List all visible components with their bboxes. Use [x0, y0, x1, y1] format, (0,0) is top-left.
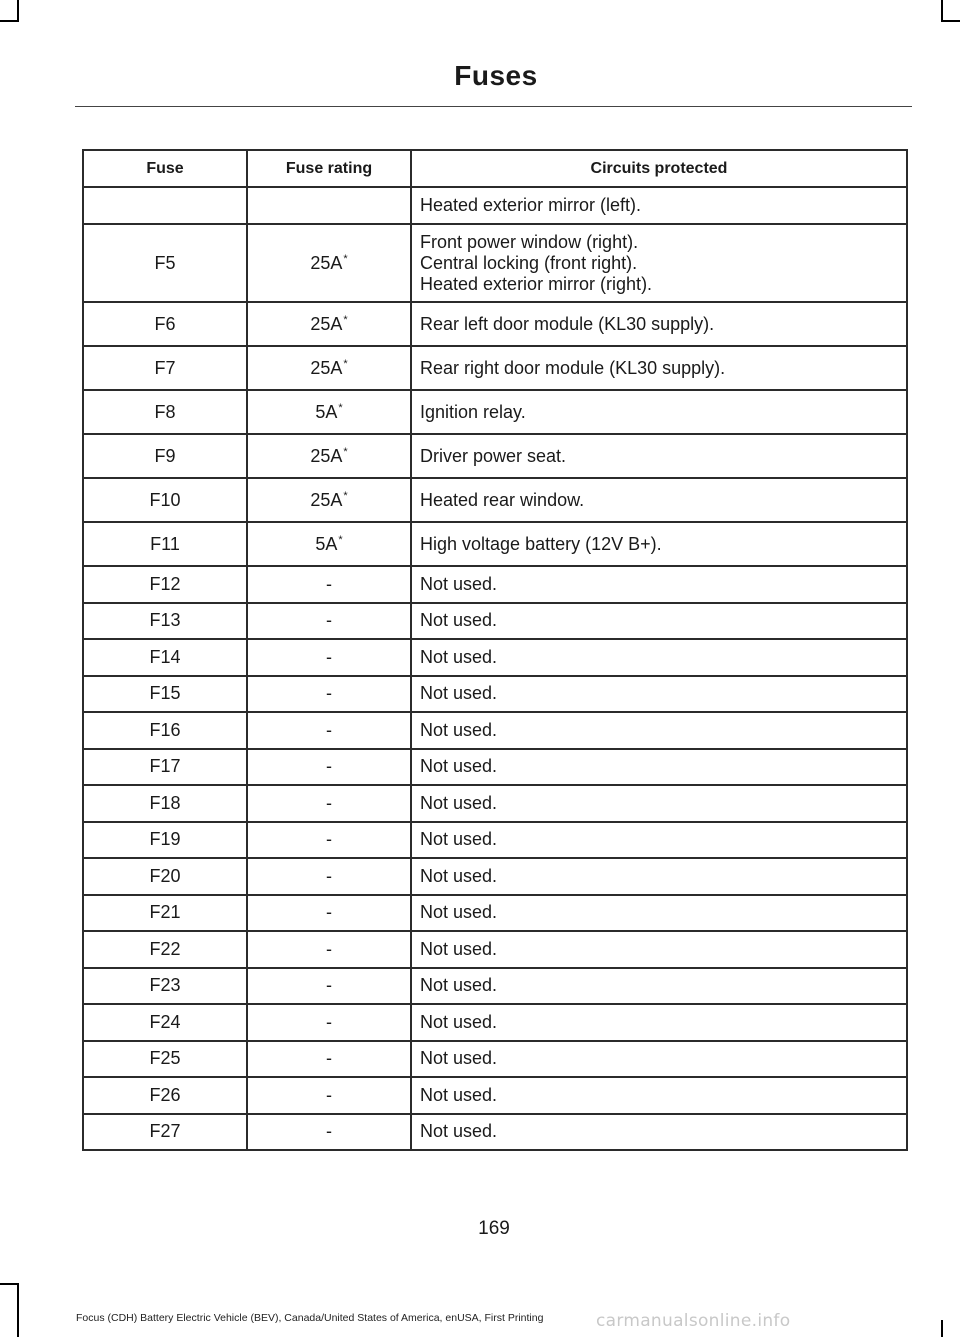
- fuse-id-cell: F7: [83, 346, 247, 390]
- circuit-description: Not used.: [420, 573, 498, 594]
- table-header-row: [83, 150, 907, 187]
- fuse-rating-cell: [247, 434, 411, 478]
- circuits-protected-cell: [411, 676, 907, 713]
- fuse-rating-value: -: [326, 610, 332, 631]
- fuse-rating-cell: [247, 749, 411, 786]
- column-header-fuse-rating: Fuse rating: [247, 150, 411, 187]
- fuse-rating-cell: [247, 785, 411, 822]
- fuse-rating-cell: [247, 187, 411, 224]
- fuse-id-cell: F27: [83, 1114, 247, 1151]
- column-header-fuse: Fuse: [83, 150, 247, 187]
- table-row: [83, 968, 907, 1005]
- fuse-rating-value: -: [326, 573, 332, 594]
- table-row: [83, 566, 907, 603]
- fuse-id-cell: F24: [83, 1004, 247, 1041]
- fuse-rating-cell: [247, 968, 411, 1005]
- circuits-protected-cell: [411, 712, 907, 749]
- circuits-protected-cell: [411, 822, 907, 859]
- circuit-description: Not used.: [420, 975, 498, 996]
- circuit-description: Not used.: [420, 792, 498, 813]
- circuits-protected-cell: [411, 1114, 907, 1151]
- footnote-marker: *: [343, 489, 348, 502]
- fuse-rating-value: 25A: [310, 313, 343, 334]
- circuits-protected-cell: [411, 749, 907, 786]
- circuit-description: Not used.: [420, 902, 498, 923]
- fuse-id-cell: F20: [83, 858, 247, 895]
- fuse-rating-value: 25A: [310, 489, 343, 510]
- fuse-rating-cell: [247, 931, 411, 968]
- circuit-description: Not used.: [420, 1121, 498, 1142]
- circuit-description: Not used.: [420, 610, 498, 631]
- fuse-rating-value: -: [326, 1048, 332, 1069]
- title-divider: [75, 106, 912, 107]
- circuit-description: Not used.: [420, 1084, 498, 1105]
- fuse-id-cell: F12: [83, 566, 247, 603]
- crop-mark-top-left-horizontal: [0, 20, 19, 22]
- footnote-marker: *: [343, 313, 348, 326]
- circuits-protected-cell: [411, 302, 907, 346]
- circuits-protected-cell: [411, 1077, 907, 1114]
- table-row: [83, 712, 907, 749]
- circuit-description: Not used.: [420, 719, 498, 740]
- fuse-rating-cell: [247, 603, 411, 640]
- fuse-rating-cell: [247, 1004, 411, 1041]
- fuse-id-cell: F14: [83, 639, 247, 676]
- table-row: [83, 522, 907, 566]
- fuse-rating-cell: [247, 224, 411, 302]
- circuit-description: Rear right door module (KL30 supply).: [420, 357, 726, 378]
- table-row: [83, 603, 907, 640]
- circuits-protected-cell: [411, 968, 907, 1005]
- circuits-protected-cell: [411, 187, 907, 224]
- circuit-description: Not used.: [420, 756, 498, 777]
- circuit-description: Not used.: [420, 1048, 498, 1069]
- circuit-description: Not used.: [420, 865, 498, 886]
- fuse-rating-value: -: [326, 683, 332, 704]
- fuse-rating-cell: [247, 639, 411, 676]
- table-row: [83, 1077, 907, 1114]
- table-row: [83, 785, 907, 822]
- table-row: [83, 224, 907, 302]
- table-row: [83, 302, 907, 346]
- table-row: [83, 1114, 907, 1151]
- table-row: [83, 1004, 907, 1041]
- fuse-rating-cell: [247, 522, 411, 566]
- circuit-description: Heated exterior mirror (right).: [420, 273, 653, 294]
- fuse-rating-value: -: [326, 1011, 332, 1032]
- fuse-id-cell: F22: [83, 931, 247, 968]
- table-row: [83, 895, 907, 932]
- fuse-rating-cell: [247, 478, 411, 522]
- fuse-rating-value: 5A: [315, 401, 338, 422]
- footnote-marker: *: [338, 533, 343, 546]
- fuse-id-cell: F15: [83, 676, 247, 713]
- page-number: 169: [478, 1218, 510, 1239]
- crop-mark-bottom-right-vertical: [941, 1320, 943, 1337]
- fuse-rating-cell: [247, 858, 411, 895]
- fuse-table-body: [83, 187, 907, 1150]
- fuse-table: [82, 149, 908, 1151]
- circuit-description: High voltage battery (12V B+).: [420, 533, 662, 554]
- fuse-rating-cell: [247, 676, 411, 713]
- fuse-rating-cell: [247, 346, 411, 390]
- crop-mark-top-right-horizontal: [941, 20, 960, 22]
- fuse-id-cell: F25: [83, 1041, 247, 1078]
- circuit-description: Not used.: [420, 683, 498, 704]
- fuse-rating-cell: [247, 822, 411, 859]
- fuse-rating-value: 25A: [310, 445, 343, 466]
- fuse-rating-value: 25A: [310, 357, 343, 378]
- circuit-description: Rear left door module (KL30 supply).: [420, 313, 715, 334]
- table-row: [83, 676, 907, 713]
- circuits-protected-cell: [411, 522, 907, 566]
- circuits-protected-cell: [411, 1004, 907, 1041]
- fuse-id-cell: F16: [83, 712, 247, 749]
- circuit-description: Not used.: [420, 646, 498, 667]
- table-row: [83, 749, 907, 786]
- fuse-rating-value: -: [326, 756, 332, 777]
- fuse-rating-cell: [247, 895, 411, 932]
- fuse-id-cell: F17: [83, 749, 247, 786]
- footnote-marker: *: [343, 445, 348, 458]
- crop-mark-bottom-left-vertical: [17, 1283, 19, 1337]
- fuse-rating-value: -: [326, 1121, 332, 1142]
- circuit-description: Heated rear window.: [420, 489, 585, 510]
- fuse-rating-value: -: [326, 646, 332, 667]
- fuse-rating-value: -: [326, 975, 332, 996]
- fuse-rating-value: -: [326, 1084, 332, 1105]
- crop-mark-bottom-left-horizontal: [0, 1283, 19, 1285]
- fuse-rating-cell: [247, 566, 411, 603]
- fuse-rating-cell: [247, 1114, 411, 1151]
- crop-mark-top-left-vertical: [17, 0, 19, 22]
- circuits-protected-cell: [411, 478, 907, 522]
- circuits-protected-cell: [411, 224, 907, 302]
- fuse-id-cell: F19: [83, 822, 247, 859]
- circuits-protected-cell: [411, 1041, 907, 1078]
- fuse-id-cell: F11: [83, 522, 247, 566]
- table-row: [83, 390, 907, 434]
- fuse-rating-value: -: [326, 902, 332, 923]
- column-header-circuits-protected: Circuits protected: [411, 150, 907, 187]
- fuse-id-cell: F8: [83, 390, 247, 434]
- footer-publication-info: Focus (CDH) Battery Electric Vehicle (BEV), Canada/United States of America, enUSA, First Printing: [76, 1312, 544, 1324]
- circuits-protected-cell: [411, 346, 907, 390]
- fuse-id-cell: F18: [83, 785, 247, 822]
- fuse-id-cell: F10: [83, 478, 247, 522]
- circuit-description: Driver power seat.: [420, 445, 567, 466]
- circuits-protected-cell: [411, 434, 907, 478]
- circuits-protected-cell: [411, 603, 907, 640]
- table-row: [83, 1041, 907, 1078]
- circuit-description: Central locking (front right).: [420, 252, 638, 273]
- table-row: [83, 346, 907, 390]
- fuse-rating-cell: [247, 390, 411, 434]
- crop-mark-top-right-vertical: [941, 0, 943, 22]
- page-title: Fuses: [454, 60, 538, 91]
- circuit-description: Not used.: [420, 938, 498, 959]
- fuse-rating-value: -: [326, 938, 332, 959]
- fuse-rating-value: -: [326, 719, 332, 740]
- fuse-rating-cell: [247, 712, 411, 749]
- circuits-protected-cell: [411, 390, 907, 434]
- fuse-rating-value: -: [326, 792, 332, 813]
- circuits-protected-cell: [411, 639, 907, 676]
- fuse-id-cell: [83, 187, 247, 224]
- fuse-rating-value: 25A: [310, 252, 343, 273]
- circuit-description: Ignition relay.: [420, 401, 526, 422]
- fuse-id-cell: F21: [83, 895, 247, 932]
- table-row: [83, 822, 907, 859]
- fuse-id-cell: F23: [83, 968, 247, 1005]
- fuse-rating-value: -: [326, 829, 332, 850]
- fuse-id-cell: F5: [83, 224, 247, 302]
- fuse-id-cell: F6: [83, 302, 247, 346]
- watermark: carmanualsonline.info: [596, 1311, 791, 1331]
- circuits-protected-cell: [411, 895, 907, 932]
- table-row: [83, 478, 907, 522]
- footnote-marker: *: [343, 252, 348, 265]
- circuit-description: Not used.: [420, 1011, 498, 1032]
- fuse-id-cell: F9: [83, 434, 247, 478]
- fuse-rating-cell: [247, 302, 411, 346]
- circuits-protected-cell: [411, 858, 907, 895]
- footnote-marker: *: [343, 357, 348, 370]
- circuits-protected-cell: [411, 931, 907, 968]
- table-row: [83, 931, 907, 968]
- table-row: [83, 434, 907, 478]
- circuit-description: Not used.: [420, 829, 498, 850]
- circuit-description: Heated exterior mirror (left).: [420, 195, 642, 215]
- table-row: [83, 858, 907, 895]
- fuse-id-cell: F26: [83, 1077, 247, 1114]
- fuse-id-cell: F13: [83, 603, 247, 640]
- fuse-rating-cell: [247, 1041, 411, 1078]
- table-row: [83, 187, 907, 224]
- fuse-rating-value: -: [326, 865, 332, 886]
- circuits-protected-cell: [411, 785, 907, 822]
- footnote-marker: *: [338, 401, 343, 414]
- table-row: [83, 639, 907, 676]
- fuse-rating-value: 5A: [315, 533, 338, 554]
- circuit-description: Front power window (right).: [420, 231, 639, 252]
- circuits-protected-cell: [411, 566, 907, 603]
- fuse-rating-cell: [247, 1077, 411, 1114]
